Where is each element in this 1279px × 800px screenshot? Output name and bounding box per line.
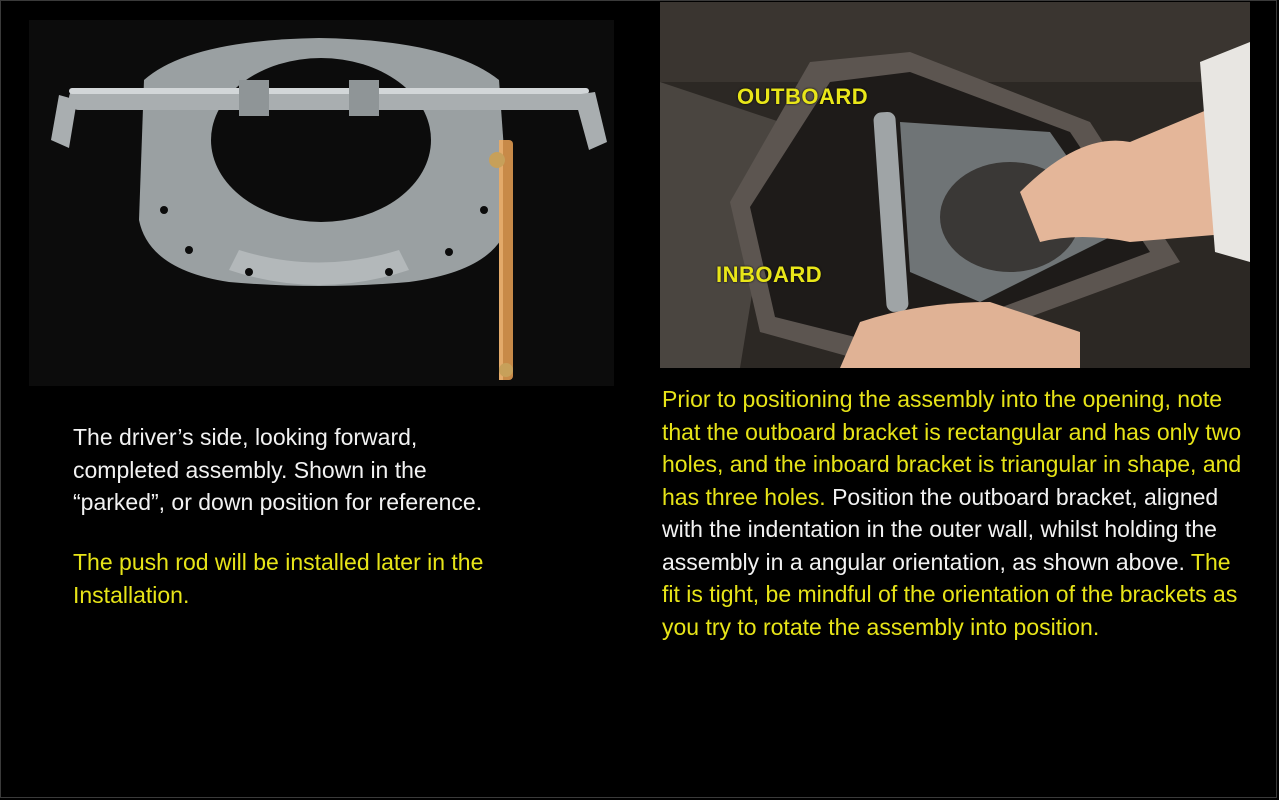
right-caption [662,383,1242,643]
outboard-label: OUTBOARD [737,84,869,109]
right-caption-yellow-1: Prior to positioning the assembly into the opening, note that the outboard bracket is rectangular and has only two holes, and the inboard bracket is triangular in shape, and has three holes. [662,386,1242,510]
left-caption-line: The driver’s side, looking forward, [73,424,418,450]
right-caption-yellow-2: The fit is tight, be mindful of the orientation of the brackets as you try to rotate the assembly into position. [662,548,1238,640]
left-note-line: The push rod will be installed later in the [73,549,484,575]
left-note-line: Installation. [73,581,190,608]
assembly-photo [29,20,614,386]
left-caption [73,421,633,519]
inboard-label: INBOARD [716,262,823,287]
installation-photo [660,2,1250,368]
right-caption-white-1: Position the outboard bracket, aligned with the indentation in the outer wall, whilst holding the assembly in a angular orientation, as shown above. [662,483,1219,575]
left-note [73,546,633,611]
left-caption-line: completed assembly. Shown in the [73,456,427,483]
left-caption-line: “parked”, or down position for reference. [73,489,483,515]
